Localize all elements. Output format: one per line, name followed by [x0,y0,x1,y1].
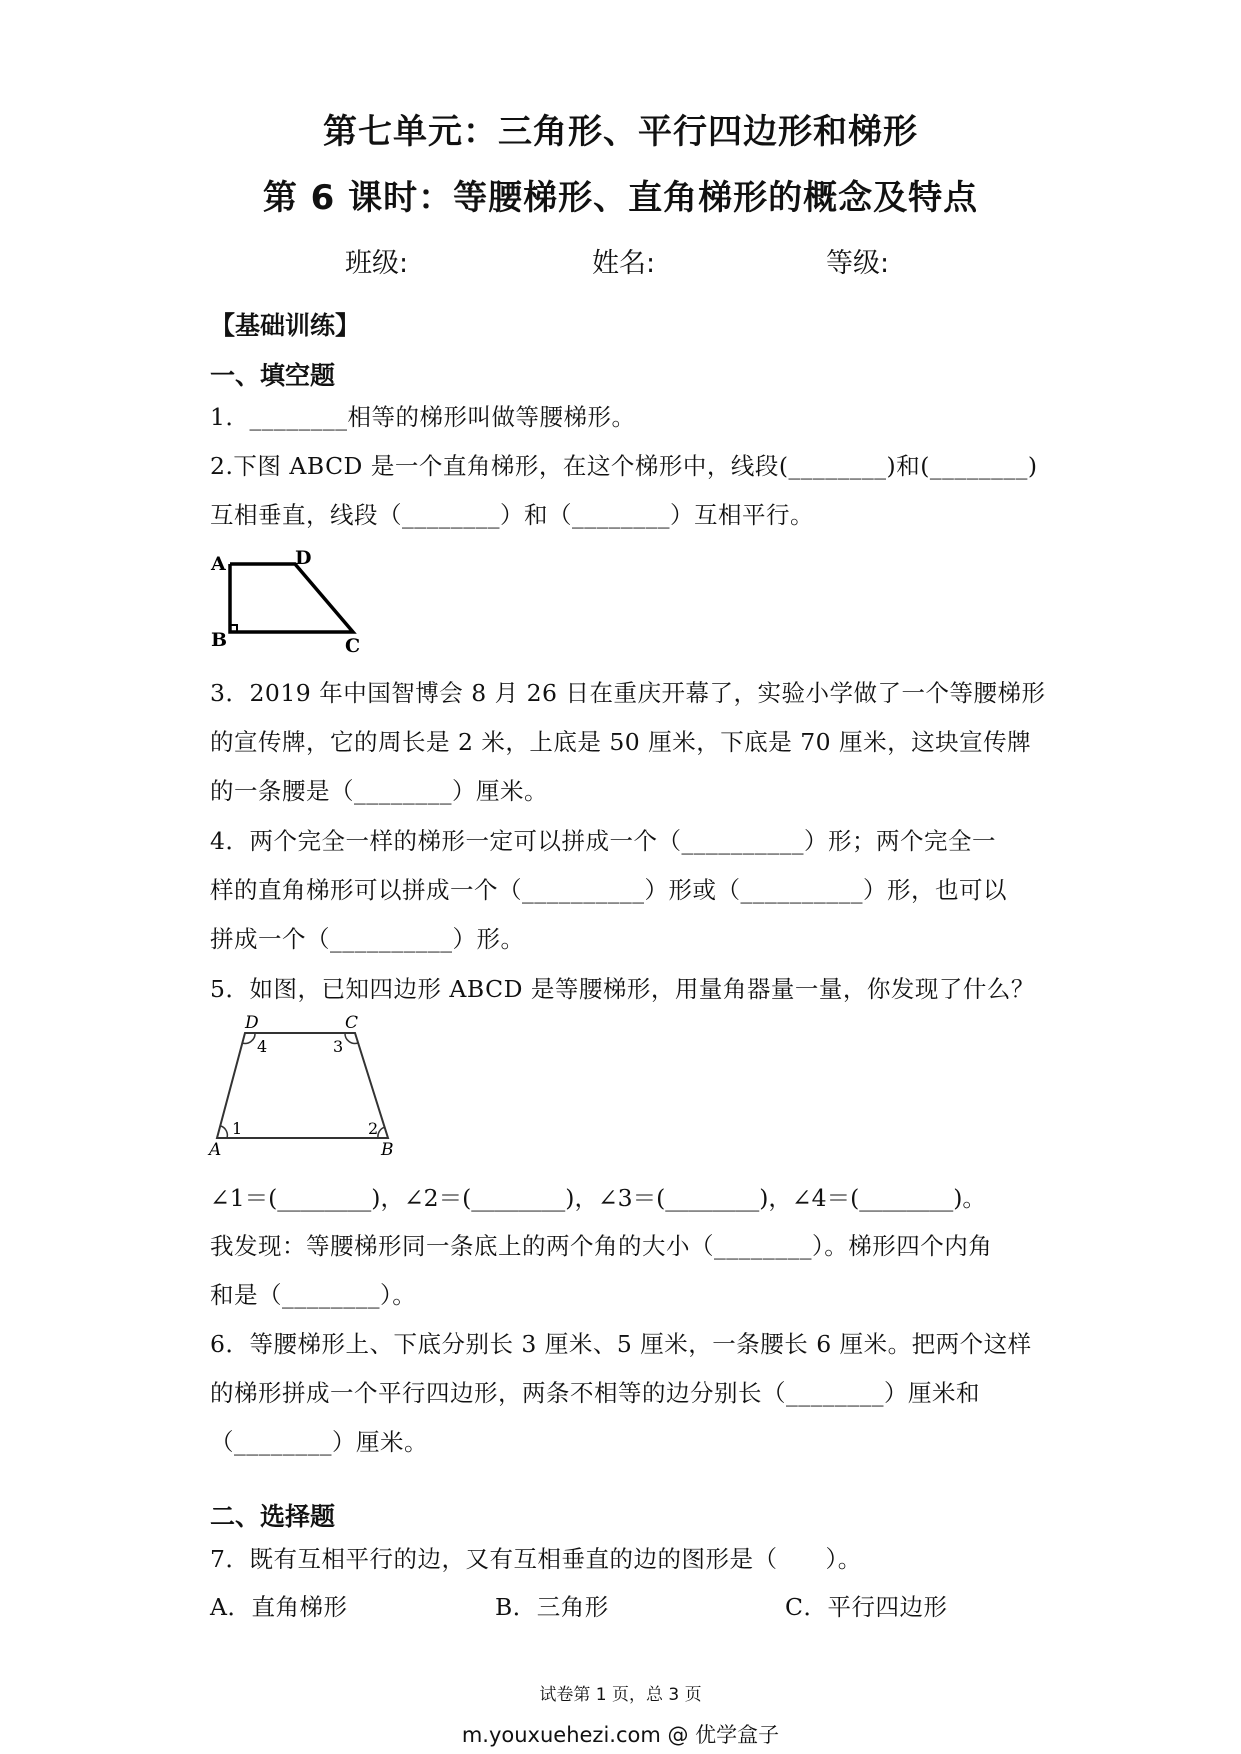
question-7-option-b: B．三角形 [495,1593,609,1621]
isosceles-trapezoid-figure [205,1008,405,1158]
grade-label: 等级: [826,248,890,279]
right-trapezoid-figure [205,548,375,658]
figure2-label-d: D [245,1013,259,1033]
figure1-label-b: B [211,629,228,651]
question-1: 1．________相等的梯形叫做等腰梯形。 [210,403,636,431]
question-6-line-3: （________）厘米。 [210,1428,428,1456]
figure2-label-b: B [381,1140,394,1158]
site-watermark: m.youxuehezi.com @ 优学盒子 [461,1723,780,1747]
question-3-line-3: 的一条腰是（________）厘米。 [210,777,548,805]
question-6-line-1: 6．等腰梯形上、下底分别长 3 厘米、5 厘米，一条腰长 6 厘米。把两个这样 [210,1330,1032,1358]
question-7-option-a: A．直角梯形 [210,1593,348,1621]
figure2-label-c: C [345,1013,359,1033]
question-2-line-2: 互相垂直，线段（________）和（________）互相平行。 [210,501,814,529]
figure1-label-a: A [211,553,226,575]
question-5-finding-line-1: 我发现：等腰梯形同一条底上的两个角的大小（________）。梯形四个内角 [210,1232,993,1260]
choice-section-heading: 二、选择题 [210,1502,336,1531]
question-5-angles: ∠1＝(________)，∠2＝(________)，∠3＝(________)，∠4＝(________)。 [210,1184,986,1212]
figure1-label-c: C [345,635,361,657]
question-2-line-1: 2.下图 ABCD 是一个直角梯形，在这个梯形中，线段(________)和(________) [210,452,1038,480]
question-5-finding-line-2: 和是（________）。 [210,1281,417,1309]
question-4-line-1: 4．两个完全一样的梯形一定可以拼成一个（__________）形；两个完全一 [210,827,996,855]
question-6-line-2: 的梯形拼成一个平行四边形，两条不相等的边分别长（________）厘米和 [210,1379,980,1407]
figure2-label-a: A [209,1140,222,1158]
page-number: 试卷第 1 页，总 3 页 [539,1685,702,1705]
class-label: 班级: [345,248,409,279]
figure2-angle-3: 3 [333,1037,344,1056]
question-7: 7．既有互相平行的边，又有互相垂直的边的图形是（ ）。 [210,1545,862,1573]
figure2-angle-4: 4 [257,1037,268,1056]
figure2-angle-2: 2 [368,1119,379,1138]
lesson-title: 第 6 课时：等腰梯形、直角梯形的概念及特点 [262,178,979,218]
question-3-line-1: 3．2019 年中国智博会 8 月 26 日在重庆开幕了，实验小学做了一个等腰梯形 [210,679,1046,707]
question-4-line-2: 样的直角梯形可以拼成一个（__________）形或（__________）形，也可以 [210,876,1007,904]
question-3-line-2: 的宣传牌，它的周长是 2 米，上底是 50 厘米，下底是 70 厘米，这块宣传牌 [210,728,1032,756]
name-label: 姓名: [592,248,656,279]
worksheet-title: 第七单元：三角形、平行四边形和梯形 [323,112,918,152]
question-4-line-3: 拼成一个（__________）形。 [210,925,525,953]
question-7-option-c: C．平行四边形 [785,1593,948,1621]
figure1-label-d: D [295,548,312,569]
fill-in-section-heading: 一、填空题 [210,361,336,390]
question-5-line-1: 5．如图，已知四边形 ABCD 是等腰梯形，用量角器量一量，你发现了什么？ [210,975,1035,1003]
figure2-angle-1: 1 [232,1119,243,1138]
basic-training-heading: 【基础训练】 [210,311,361,340]
